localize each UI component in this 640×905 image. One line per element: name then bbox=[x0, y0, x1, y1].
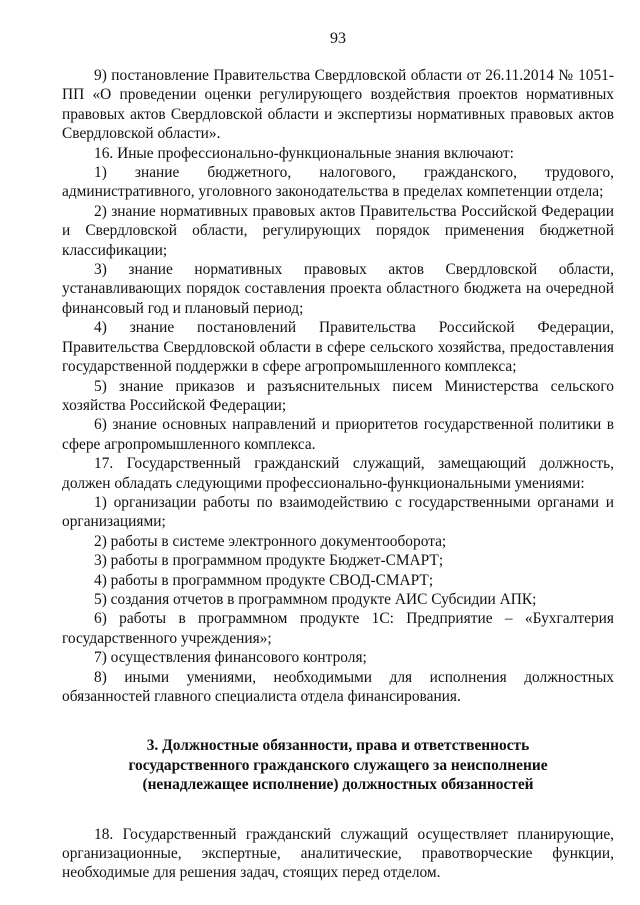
paragraph-skill-2: 2) работы в системе электронного документооборота; bbox=[94, 532, 447, 550]
paragraph-knowledge-2: 2) знание нормативных правовых актов Правительства Российской Федерации и Свердловской области, регулирующих порядок применения бюджетной классификации; bbox=[62, 202, 614, 259]
paragraph-knowledge-6: 6) знание основных направлений и приоритетов государственной политики в сфере агропромышленного комплекса. bbox=[62, 416, 614, 453]
page-number: 93 bbox=[330, 30, 346, 47]
paragraph-knowledge-3: 3) знание нормативных правовых актов Свердловской области, устанавливающих порядок составления проекта областного бюджета на очередной финансовый год и плановый период; bbox=[62, 261, 614, 317]
paragraph-knowledge-4: 4) знание постановлений Правительства Российской Федерации, Правительства Свердловской области в сфере сельского хозяйства, предоставления государственной поддержки в сфере агропромышленного комплекса; bbox=[62, 319, 614, 376]
section-heading-line-1: 3. Должностные обязанности, права и ответственность bbox=[146, 737, 530, 755]
paragraph-knowledge-5: 5) знание приказов и разъяснительных писем Министерства сельского хозяйства Российской Федерации; bbox=[62, 377, 614, 414]
paragraph-skill-5: 5) создания отчетов в программном продукте АИС Субсидии АПК; bbox=[94, 590, 537, 608]
paragraph-17-skills: 17. Государственный гражданский служащий, замещающий должность, должен обладать следующими профессионально-функциональными умениями: bbox=[62, 455, 614, 492]
paragraph-knowledge-1: 1) знание бюджетного, налогового, гражданского, трудового, административного, уголовного законодательства в пределах компетенции отдела; bbox=[62, 164, 614, 201]
section-heading-line-2: государственного гражданского служащего за неисполнение bbox=[128, 756, 548, 774]
paragraph-16-other-knowledge: 16. Иные профессионально-функциональные знания включают: bbox=[94, 144, 514, 162]
paragraph-skill-1: 1) организации работы по взаимодействию с государственными органами и организациями; bbox=[62, 493, 614, 531]
section-heading bbox=[62, 736, 614, 794]
document-body bbox=[62, 66, 614, 883]
paragraph-item-9-resolution: 9) постановление Правительства Свердловской области от 26.11.2014 № 1051-ПП «О проведении оценки регулирующего воздействия проектов нормативных правовых актов Свердловской области и экспертизы нормативных правовых актов Свердловской области». bbox=[62, 67, 614, 143]
paragraph-skill-4: 4) работы в программном продукте СВОД-СМАРТ; bbox=[94, 571, 434, 589]
paragraph-skill-7: 7) осуществления финансового контроля; bbox=[94, 649, 367, 667]
paragraph-skill-6: 6) работы в программном продукте 1С: Предприятие – «Бухгалтерия государственного учреждения»; bbox=[62, 610, 614, 647]
paragraph-18-functions: 18. Государственный гражданский служащий осуществляет планирующие, организационные, экспертные, аналитические, правотворческие функции, необходимые для решения задач, стоящих перед отделом. bbox=[62, 825, 614, 882]
section-heading-line-3: (ненадлежащее исполнение) должностных обязанностей bbox=[142, 776, 534, 794]
paragraph-skill-8: 8) иными умениями, необходимыми для исполнения должностных обязанностей главного специалиста отдела финансирования. bbox=[62, 668, 614, 705]
paragraph-skill-3: 3) работы в программном продукте Бюджет-СМАРТ; bbox=[94, 552, 444, 570]
